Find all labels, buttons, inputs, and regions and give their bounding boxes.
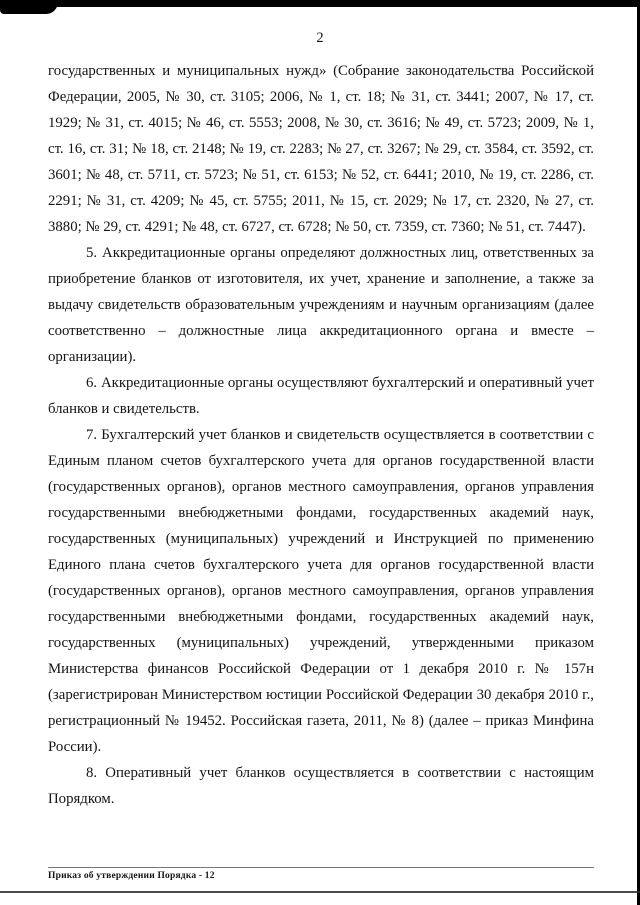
- paragraph-item-6: 6. Аккредитационные органы осуществляют бухгалтерский и оперативный учет бланков и свидетельств.: [48, 375, 594, 417]
- page-footer: [48, 867, 594, 881]
- scan-artifact-top-left-corner: [0, 0, 58, 14]
- footer-text: Приказ об утверждении Порядка - 12: [48, 871, 215, 881]
- footer-divider: [48, 867, 594, 868]
- page-number: 2: [316, 30, 324, 46]
- paragraph-item-8: 8. Оперативный учет бланков осуществляется в соответствии с настоящим Порядком.: [48, 765, 594, 807]
- scan-artifact-top-edge: [0, 0, 640, 7]
- paragraph-item-5: 5. Аккредитационные органы определяют должностных лиц, ответственных за приобретение бланков от изготовителя, их учет, хранение и заполнение, а также за выдачу свидетельств образовательным учреждениям и научным организациям (далее соответственно – должностные лица аккредитационного органа и вместе – организации).: [48, 245, 594, 365]
- paragraph-continuation: государственных и муниципальных нужд» (Собрание законодательства Российской Федерации, 2005, № 30, ст. 3105; 2006, № 1, ст. 18; № 31, ст. 3441; 2007, № 17, ст. 1929; № 31, ст. 4015; № 46, ст. 5553; 2008, № 30, ст. 3616; № 49, ст. 5723; 2009, № 1, ст. 16, ст. 31; № 18, ст. 2148; № 19, ст. 2283; № 27, ст. 3267; № 29, ст. 3584, ст. 3592, ст. 3601; № 48, ст. 5711, ст. 5723; № 51, ст. 6153; № 52, ст. 6441; 2010, № 19, ст. 2286, ст. 2291; № 31, ст. 4209; № 45, ст. 5755; 2011, № 15, ст. 2029; № 17, ст. 2320, № 27, ст. 3880; № 29, ст. 4291; № 48, ст. 6727, ст. 6728; № 50, ст. 7359, ст. 7360; № 51, ст. 7447).: [48, 63, 594, 235]
- scan-artifact-bottom-edge: [0, 891, 640, 893]
- document-body: [48, 58, 594, 812]
- paragraph-item-7: 7. Бухгалтерский учет бланков и свидетельств осуществляется в соответствии с Единым планом счетов бухгалтерского учета для органов государственной власти (государственных органов), органов местного самоуправления, органов управления государственными внебюджетными фондами, государственных академий наук, государственных (муниципальных) учреждений и Инструкцией по применению Единого плана счетов бухгалтерского учета для органов государственной власти (государственных органов), органов местного самоуправления, органов управления государственными внебюджетными фондами, государственных академий наук, государственных (муниципальных) учреждений, утвержденными приказом Министерства финансов Российской Федерации от 1 декабря 2010 г. № 157н (зарегистрирован Министерством юстиции Российской Федерации 30 декабря 2010 г., регистрационный № 19452. Российская газета, 2011, № 8) (далее – приказ Минфина России).: [48, 427, 594, 755]
